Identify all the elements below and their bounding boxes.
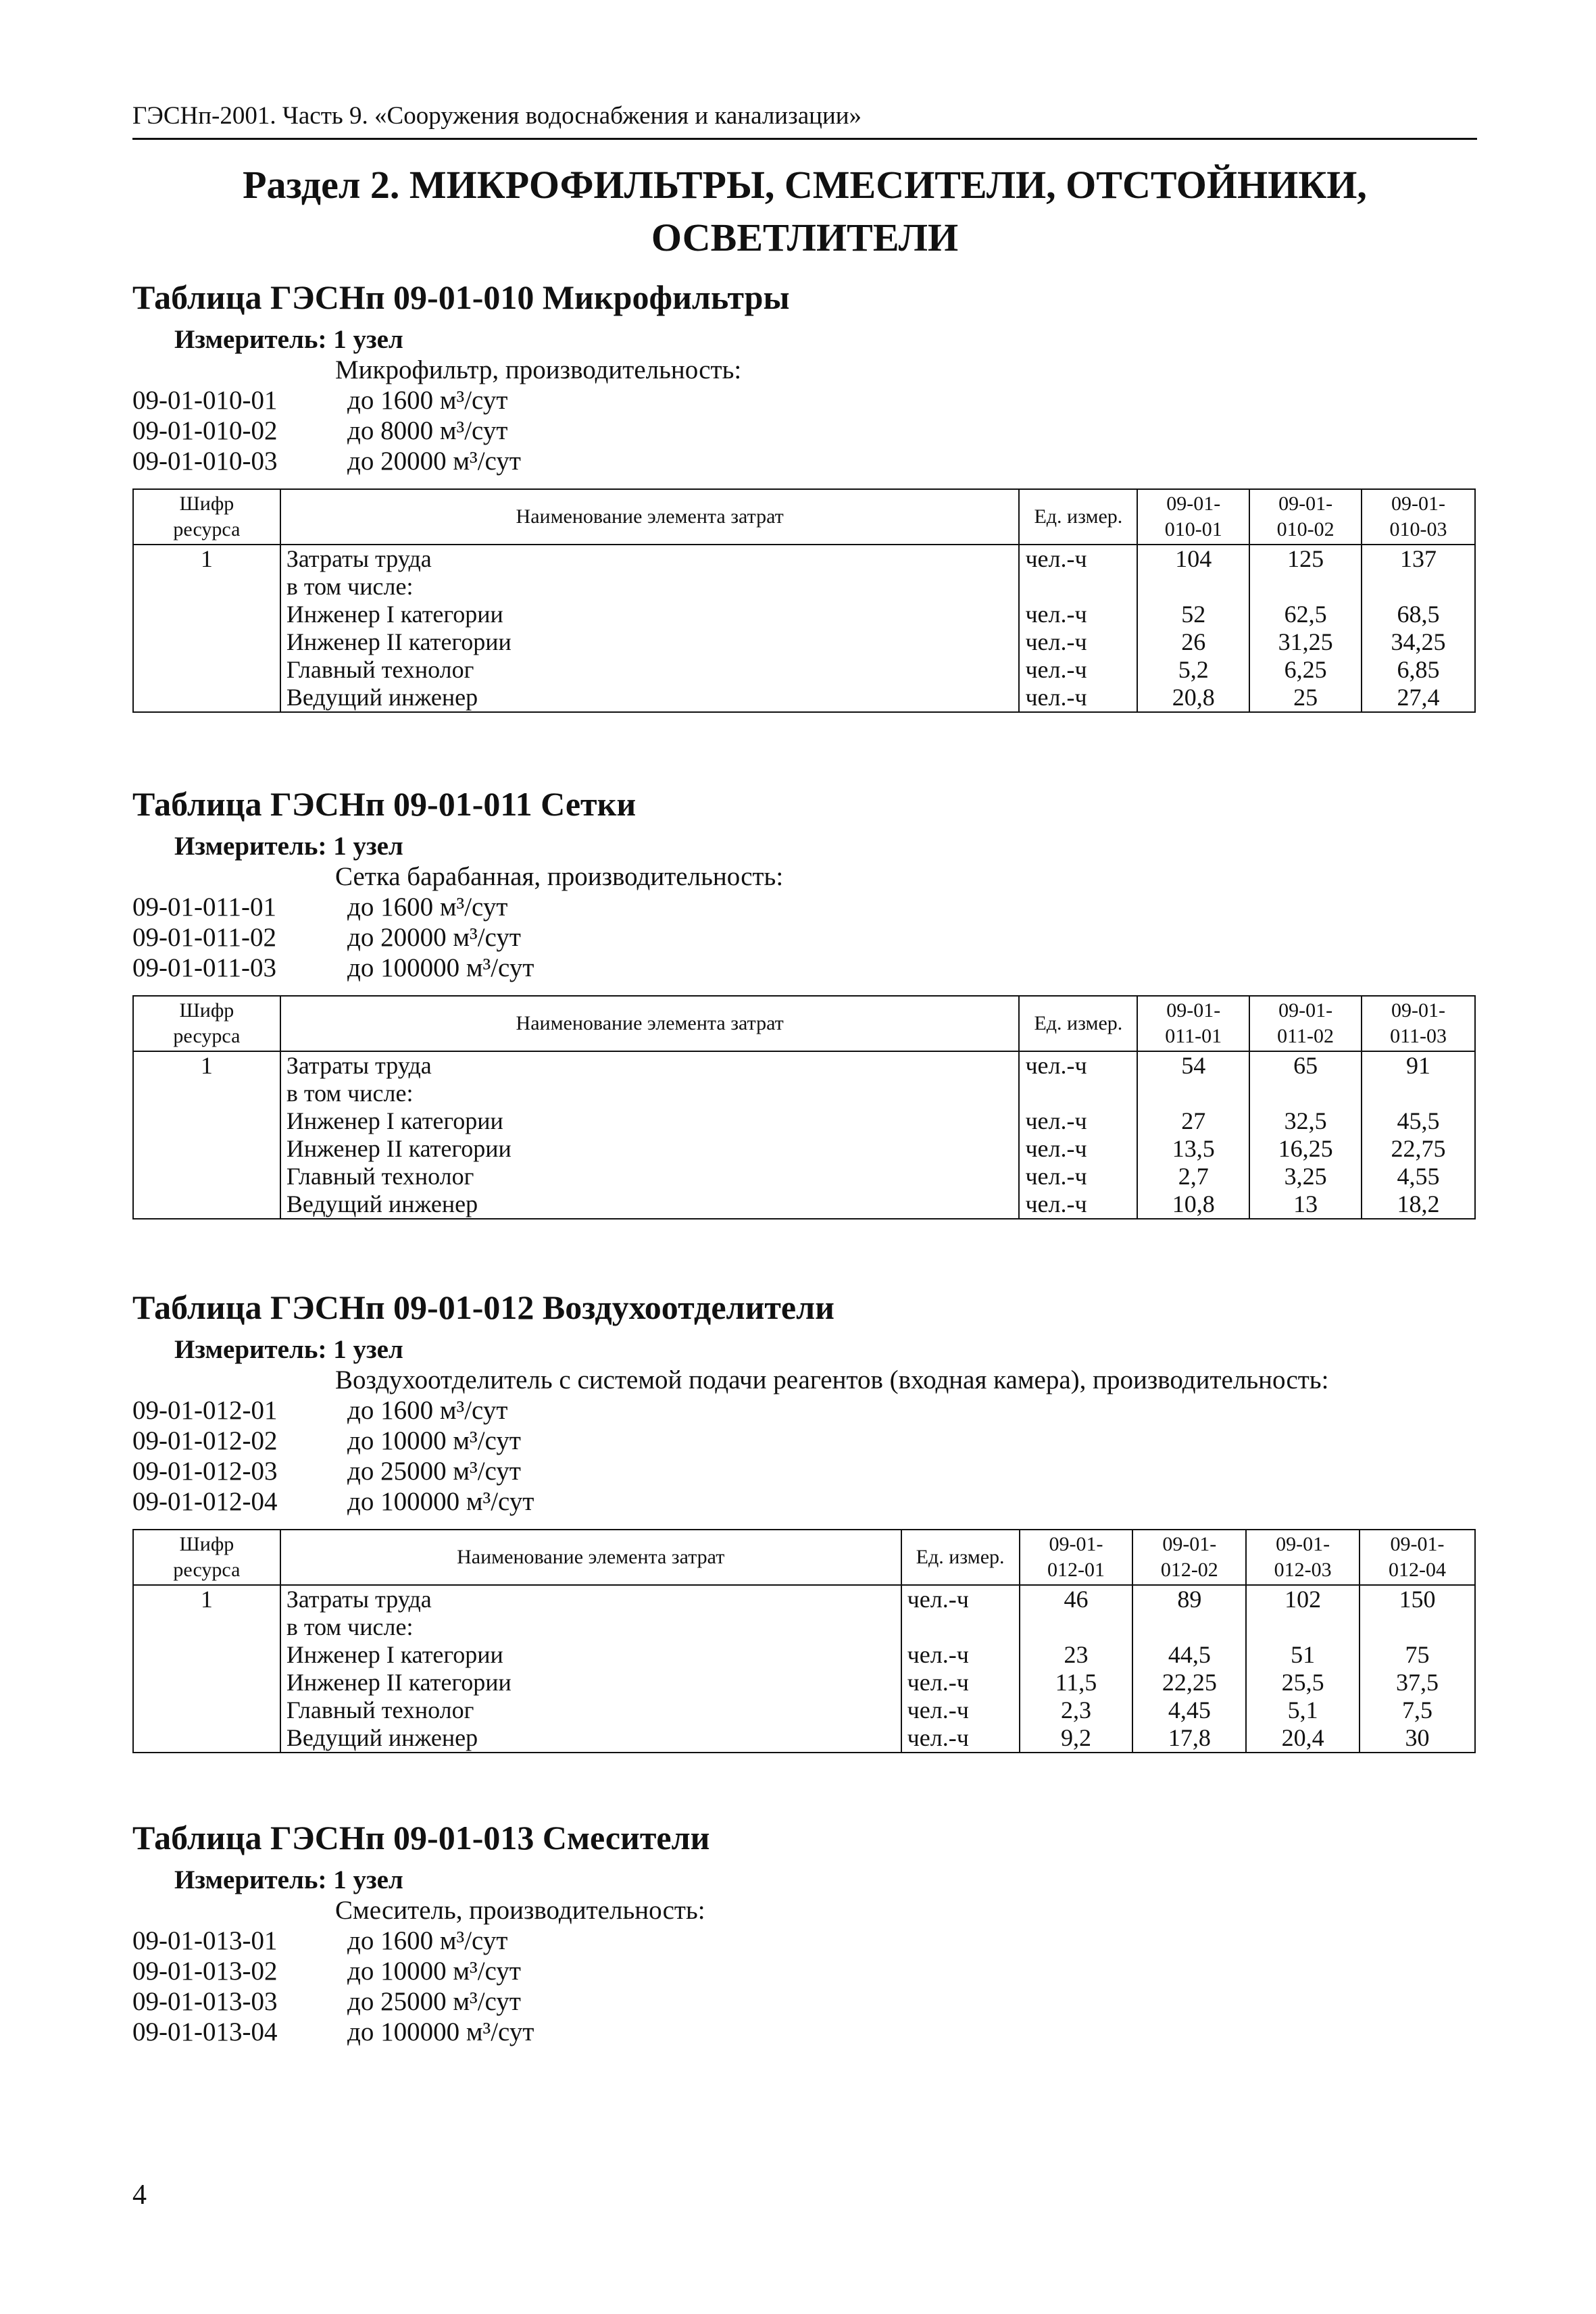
cell-name: Затраты труда	[280, 1585, 901, 1613]
measure	[174, 831, 1484, 861]
cell-name: Ведущий инженер	[280, 684, 1020, 712]
code-row	[132, 1926, 1484, 1956]
table-row	[133, 1051, 1475, 1080]
measure-label: Измеритель:	[174, 325, 327, 354]
cell-name: в том числе:	[280, 573, 1020, 601]
resource-table	[132, 995, 1476, 1219]
item-code: 09-01-011-01	[132, 892, 277, 922]
cell-value: 51	[1246, 1641, 1360, 1669]
item-code: 09-01-013-02	[132, 1957, 278, 1986]
cell-value: 125	[1249, 545, 1362, 573]
cell-res	[133, 601, 280, 628]
cell-value: 2,3	[1020, 1696, 1133, 1724]
header-col-4: 09-01- 012-04	[1360, 1530, 1475, 1585]
cell-value	[1246, 1613, 1360, 1641]
cell-value: 62,5	[1249, 601, 1362, 628]
item-desc: до 10000 м³/сут	[347, 1426, 521, 1455]
measure-value: 1 узел	[333, 1865, 403, 1894]
table-row	[133, 1080, 1475, 1107]
cell-unit: чел.-ч	[1019, 1135, 1137, 1163]
table-row	[133, 684, 1475, 712]
cell-unit: чел.-ч	[1019, 1190, 1137, 1219]
cell-value: 46	[1020, 1585, 1133, 1613]
item-desc: до 25000 м³/сут	[347, 1457, 521, 1486]
table-header-row	[133, 489, 1475, 545]
header-cost-element: Наименование элемента затрат	[280, 489, 1020, 545]
cell-value: 26	[1137, 628, 1249, 656]
measure-value: 1 узел	[333, 832, 403, 861]
code-row	[132, 446, 1484, 476]
table-header-row	[133, 1530, 1475, 1585]
cell-value: 22,75	[1362, 1135, 1475, 1163]
header-col-2: 09-01- 010-02	[1249, 489, 1362, 545]
cell-unit: чел.-ч	[1019, 1163, 1137, 1190]
cell-res	[133, 1724, 280, 1753]
table-title: Таблица ГЭСНп 09-01-012 Воздухоотделители	[132, 1288, 834, 1326]
section-title-line-2: ОСВЕТЛИТЕЛИ	[651, 216, 959, 259]
header-resource-code: Шифр ресурса	[133, 1530, 280, 1585]
table-row	[133, 545, 1475, 573]
cell-value: 5,1	[1246, 1696, 1360, 1724]
cell-value: 32,5	[1249, 1107, 1362, 1135]
item-desc: до 10000 м³/сут	[347, 1957, 521, 1986]
header-col-2: 09-01- 012-02	[1132, 1530, 1246, 1585]
header-col-3: 09-01- 012-03	[1246, 1530, 1360, 1585]
item-code: 09-01-013-01	[132, 1926, 278, 1955]
cell-value: 13	[1249, 1190, 1362, 1219]
cell-value: 23	[1020, 1641, 1133, 1669]
cell-value: 102	[1246, 1585, 1360, 1613]
cell-res	[133, 1135, 280, 1163]
cell-name: Ведущий инженер	[280, 1190, 1020, 1219]
header-col-1: 09-01- 012-01	[1020, 1530, 1133, 1585]
header-col-1: 09-01- 010-01	[1137, 489, 1249, 545]
cell-value: 52	[1137, 601, 1249, 628]
cell-value: 6,25	[1249, 656, 1362, 684]
table-block-012	[132, 1287, 1484, 1753]
item-desc: до 20000 м³/сут	[347, 923, 521, 952]
item-code: 09-01-012-04	[132, 1487, 278, 1516]
item-code: 09-01-012-01	[132, 1396, 278, 1425]
cell-value: 5,2	[1137, 656, 1249, 684]
cell-value: 137	[1362, 545, 1475, 573]
table-row	[133, 1724, 1475, 1753]
cell-value: 22,25	[1132, 1669, 1246, 1696]
cell-name: Главный технолог	[280, 1163, 1020, 1190]
item-desc: до 1600 м³/сут	[347, 892, 508, 922]
cell-res	[133, 1696, 280, 1724]
code-row	[132, 892, 1484, 922]
cell-unit	[901, 1613, 1020, 1641]
page-number: 4	[132, 2180, 147, 2211]
code-row	[132, 1395, 1484, 1426]
cell-value: 2,7	[1137, 1163, 1249, 1190]
table-row	[133, 628, 1475, 656]
table-row	[133, 1696, 1475, 1724]
cell-value: 4,55	[1362, 1163, 1475, 1190]
header-col-2: 09-01- 011-02	[1249, 996, 1362, 1051]
cell-value: 89	[1132, 1585, 1246, 1613]
cell-unit: чел.-ч	[901, 1696, 1020, 1724]
cell-value: 11,5	[1020, 1669, 1133, 1696]
header-unit: Ед. измер.	[1019, 489, 1137, 545]
cell-unit: чел.-ч	[1019, 545, 1137, 573]
table-row	[133, 656, 1475, 684]
measure	[174, 1334, 1484, 1365]
intro-text: Воздухоотделитель с системой подачи реагентов (входная камера), производительность:	[335, 1365, 1329, 1394]
code-row	[132, 1456, 1484, 1486]
resource-table	[132, 1529, 1476, 1753]
item-desc: до 20000 м³/сут	[347, 447, 521, 476]
code-row	[132, 416, 1484, 446]
item-code: 09-01-010-01	[132, 386, 278, 415]
item-code: 09-01-012-02	[132, 1426, 278, 1455]
cell-unit: чел.-ч	[901, 1669, 1020, 1696]
cell-res: 1	[133, 545, 280, 573]
cell-res	[133, 573, 280, 601]
table-block-011	[132, 784, 1484, 1219]
cell-value: 20,4	[1246, 1724, 1360, 1753]
table-row	[133, 1641, 1475, 1669]
cell-res	[133, 1613, 280, 1641]
item-code: 09-01-013-03	[132, 1987, 278, 2016]
cell-res	[133, 1080, 280, 1107]
item-desc: до 100000 м³/сут	[347, 2017, 534, 2046]
cell-res	[133, 1641, 280, 1669]
cell-res: 1	[133, 1585, 280, 1613]
cell-value	[1020, 1613, 1133, 1641]
code-row	[132, 1956, 1484, 1986]
cell-value: 3,25	[1249, 1163, 1362, 1190]
cell-name: в том числе:	[280, 1080, 1020, 1107]
code-row	[132, 385, 1484, 416]
code-row	[132, 1986, 1484, 2017]
header-resource-code: Шифр ресурса	[133, 996, 280, 1051]
table-row	[133, 573, 1475, 601]
table-row	[133, 1190, 1475, 1219]
cell-value: 68,5	[1362, 601, 1475, 628]
intro-text: Смеситель, производительность:	[335, 1896, 705, 1925]
cell-value: 44,5	[1132, 1641, 1246, 1669]
table-block-013	[132, 1817, 1484, 2047]
table-title: Таблица ГЭСНп 09-01-013 Смесители	[132, 1819, 710, 1857]
header-cost-element: Наименование элемента затрат	[280, 996, 1020, 1051]
cell-name: Главный технолог	[280, 1696, 901, 1724]
section-title	[132, 159, 1477, 264]
cell-value: 104	[1137, 545, 1249, 573]
item-code: 09-01-010-02	[132, 416, 278, 445]
cell-value: 7,5	[1360, 1696, 1475, 1724]
cell-value: 18,2	[1362, 1190, 1475, 1219]
cell-value	[1249, 573, 1362, 601]
cell-value: 91	[1362, 1051, 1475, 1080]
cell-value: 37,5	[1360, 1669, 1475, 1696]
cell-unit: чел.-ч	[901, 1585, 1020, 1613]
cell-value: 25,5	[1246, 1669, 1360, 1696]
cell-unit	[1019, 1080, 1137, 1107]
code-row	[132, 1426, 1484, 1456]
cell-value	[1362, 573, 1475, 601]
cell-value: 30	[1360, 1724, 1475, 1753]
cell-value: 25	[1249, 684, 1362, 712]
item-code: 09-01-011-03	[132, 953, 277, 982]
cell-res	[133, 628, 280, 656]
cell-value: 150	[1360, 1585, 1475, 1613]
cell-res	[133, 1669, 280, 1696]
code-row	[132, 2017, 1484, 2047]
resource-table	[132, 488, 1476, 713]
item-code: 09-01-010-03	[132, 447, 278, 476]
cell-name: Инженер I категории	[280, 1641, 901, 1669]
cell-name: в том числе:	[280, 1613, 901, 1641]
cell-unit	[1019, 573, 1137, 601]
item-desc: до 1600 м³/сут	[347, 386, 508, 415]
measure	[174, 324, 1484, 355]
cell-value: 65	[1249, 1051, 1362, 1080]
cell-value: 75	[1360, 1641, 1475, 1669]
table-header-row	[133, 996, 1475, 1051]
code-row	[132, 1486, 1484, 1517]
item-desc: до 8000 м³/сут	[347, 416, 508, 445]
table-title: Таблица ГЭСНп 09-01-011 Сетки	[132, 785, 637, 823]
cell-unit: чел.-ч	[1019, 1051, 1137, 1080]
table-row	[133, 1135, 1475, 1163]
item-code: 09-01-013-04	[132, 2017, 278, 2046]
cell-unit: чел.-ч	[1019, 1107, 1137, 1135]
cell-value: 9,2	[1020, 1724, 1133, 1753]
cell-value: 27	[1137, 1107, 1249, 1135]
cell-res	[133, 684, 280, 712]
cell-value: 16,25	[1249, 1135, 1362, 1163]
header-col-3: 09-01- 010-03	[1362, 489, 1475, 545]
item-code: 09-01-012-03	[132, 1457, 278, 1486]
cell-res: 1	[133, 1051, 280, 1080]
cell-value: 6,85	[1362, 656, 1475, 684]
cell-value: 45,5	[1362, 1107, 1475, 1135]
measure-value: 1 узел	[333, 325, 403, 354]
table-row	[133, 1107, 1475, 1135]
cell-value: 4,45	[1132, 1696, 1246, 1724]
cell-value: 34,25	[1362, 628, 1475, 656]
header-unit: Ед. измер.	[901, 1530, 1020, 1585]
table-row	[133, 1669, 1475, 1696]
table-row	[133, 1585, 1475, 1613]
cell-res	[133, 656, 280, 684]
intro-text: Микрофильтр, производительность:	[335, 355, 742, 384]
table-block-010	[132, 277, 1484, 713]
section-title-line-1: Раздел 2. МИКРОФИЛЬТРЫ, СМЕСИТЕЛИ, ОТСТОЙНИКИ,	[243, 163, 1367, 207]
table-row	[133, 601, 1475, 628]
cell-unit: чел.-ч	[1019, 628, 1137, 656]
item-desc: до 100000 м³/сут	[347, 953, 534, 982]
item-desc: до 1600 м³/сут	[347, 1926, 508, 1955]
measure	[174, 1865, 1484, 1895]
code-row	[132, 922, 1484, 953]
cell-name: Инженер II категории	[280, 628, 1020, 656]
cell-value	[1362, 1080, 1475, 1107]
table-row	[133, 1613, 1475, 1641]
cell-value	[1137, 573, 1249, 601]
measure-label: Измеритель:	[174, 1335, 327, 1364]
header-unit: Ед. измер.	[1019, 996, 1137, 1051]
cell-unit: чел.-ч	[901, 1724, 1020, 1753]
cell-name: Инженер I категории	[280, 1107, 1020, 1135]
measure-value: 1 узел	[333, 1335, 403, 1364]
cell-name: Инженер II категории	[280, 1135, 1020, 1163]
header-col-3: 09-01- 011-03	[1362, 996, 1475, 1051]
header-cost-element: Наименование элемента затрат	[280, 1530, 901, 1585]
code-row	[132, 953, 1484, 983]
cell-unit: чел.-ч	[1019, 684, 1137, 712]
cell-name: Затраты труда	[280, 545, 1020, 573]
cell-unit: чел.-ч	[1019, 601, 1137, 628]
intro-text: Сетка барабанная, производительность:	[335, 862, 784, 891]
item-desc: до 100000 м³/сут	[347, 1487, 534, 1516]
measure-label: Измеритель:	[174, 832, 327, 861]
cell-value: 27,4	[1362, 684, 1475, 712]
cell-unit: чел.-ч	[901, 1641, 1020, 1669]
cell-value	[1132, 1613, 1246, 1641]
cell-value	[1137, 1080, 1249, 1107]
cell-name: Инженер I категории	[280, 601, 1020, 628]
cell-value: 13,5	[1137, 1135, 1249, 1163]
header-resource-code: Шифр ресурса	[133, 489, 280, 545]
cell-value	[1249, 1080, 1362, 1107]
measure-label: Измеритель:	[174, 1865, 327, 1894]
cell-res	[133, 1107, 280, 1135]
item-desc: до 25000 м³/сут	[347, 1987, 521, 2016]
cell-value: 31,25	[1249, 628, 1362, 656]
cell-res	[133, 1163, 280, 1190]
cell-name: Инженер II категории	[280, 1669, 901, 1696]
cell-value: 17,8	[1132, 1724, 1246, 1753]
table-title: Таблица ГЭСНп 09-01-010 Микрофильтры	[132, 278, 790, 316]
cell-value: 54	[1137, 1051, 1249, 1080]
table-row	[133, 1163, 1475, 1190]
header-col-1: 09-01- 011-01	[1137, 996, 1249, 1051]
page-header: ГЭСНп-2001. Часть 9. «Сооружения водоснабжения и канализации»	[132, 100, 1477, 140]
item-code: 09-01-011-02	[132, 923, 277, 952]
cell-name: Ведущий инженер	[280, 1724, 901, 1753]
cell-value: 10,8	[1137, 1190, 1249, 1219]
cell-name: Затраты труда	[280, 1051, 1020, 1080]
cell-value: 20,8	[1137, 684, 1249, 712]
cell-unit: чел.-ч	[1019, 656, 1137, 684]
cell-name: Главный технолог	[280, 656, 1020, 684]
item-desc: до 1600 м³/сут	[347, 1396, 508, 1425]
cell-res	[133, 1190, 280, 1219]
cell-value	[1360, 1613, 1475, 1641]
